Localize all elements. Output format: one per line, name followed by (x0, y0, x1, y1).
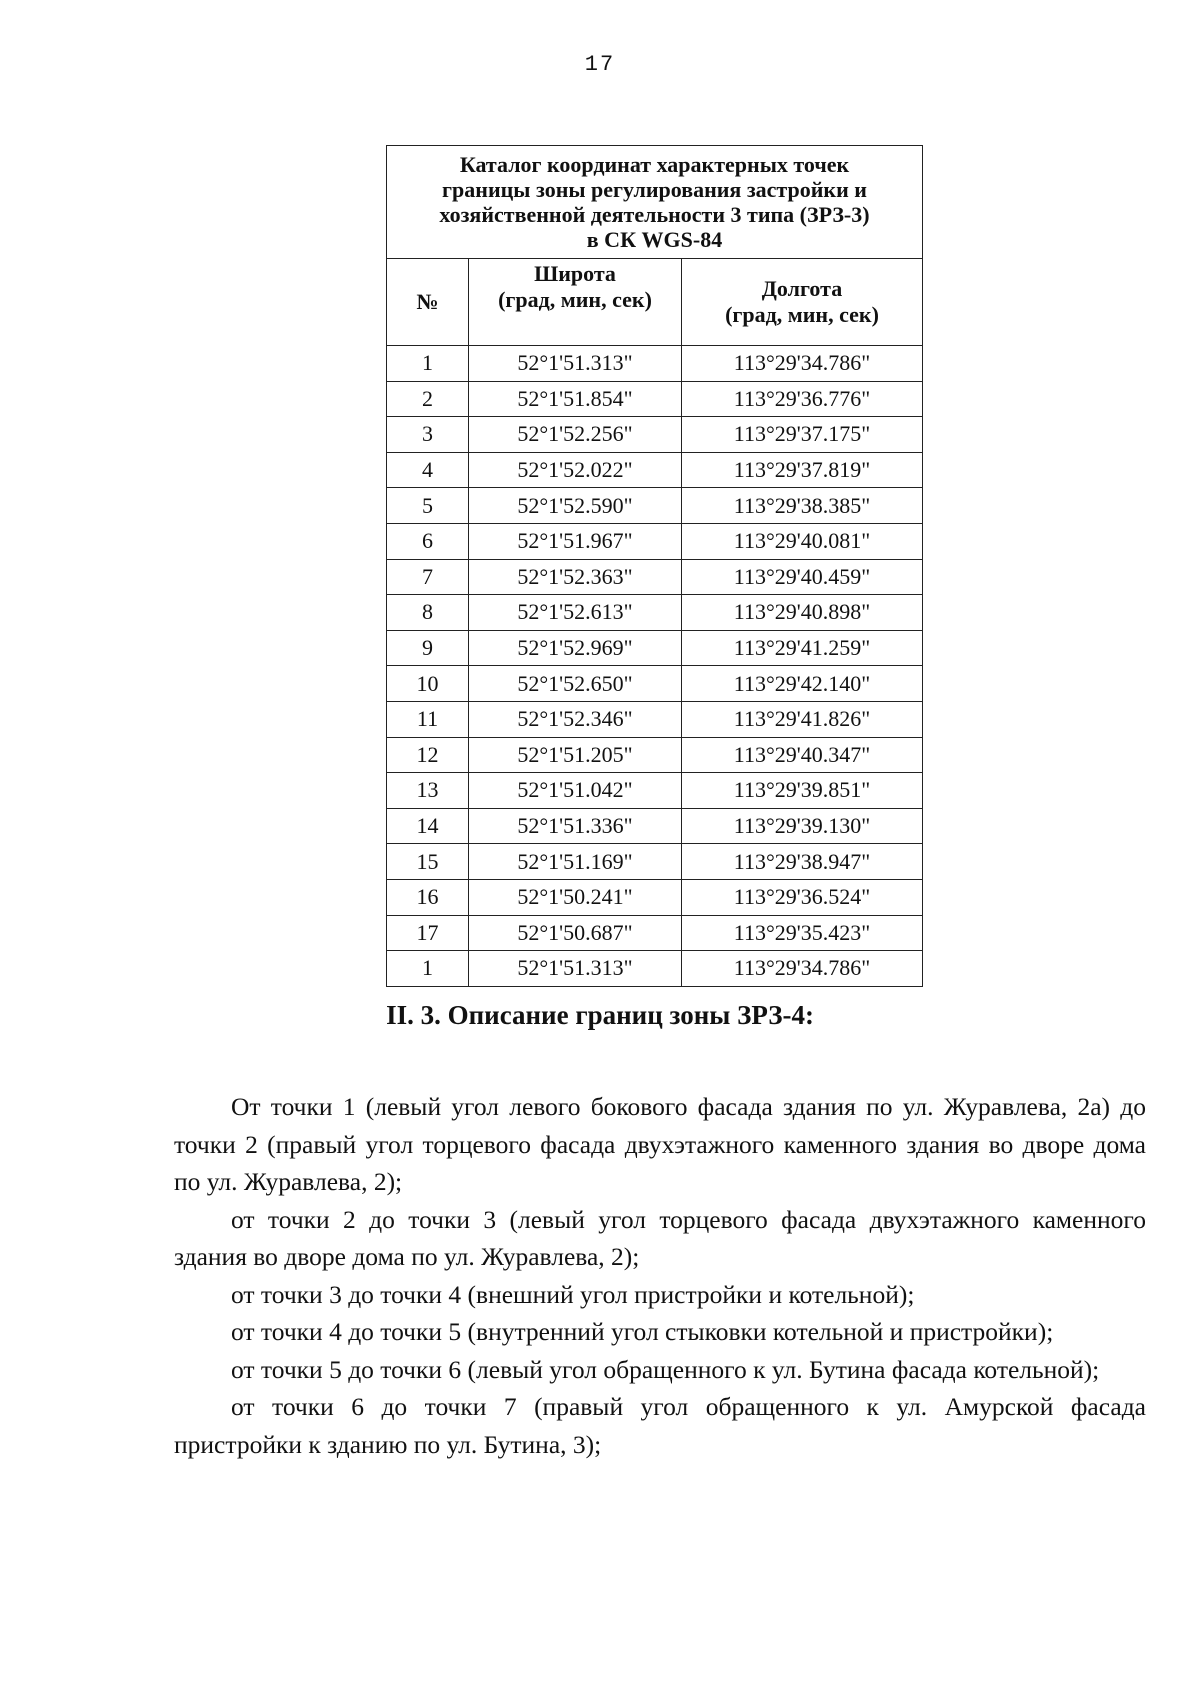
longitude-cell: 113°29'34.786" (682, 346, 923, 382)
latitude-cell: 52°1'51.205" (469, 737, 682, 773)
table-row (387, 666, 923, 702)
table-row (387, 915, 923, 951)
longitude-cell: 113°29'40.898" (682, 595, 923, 631)
point-number-cell: 6 (387, 523, 469, 559)
table-row (387, 595, 923, 631)
header-number (387, 259, 469, 346)
point-number-cell: 8 (387, 595, 469, 631)
latitude-cell: 52°1'50.687" (469, 915, 682, 951)
longitude-cell: 113°29'39.130" (682, 808, 923, 844)
header-number-label: № (416, 289, 439, 314)
latitude-cell: 52°1'52.969" (469, 630, 682, 666)
longitude-cell: 113°29'36.524" (682, 879, 923, 915)
boundary-paragraph: от точки 6 до точки 7 (правый угол обращенного к ул. Амурской фасада пристройки к зданию по ул. Бутина, 3); (174, 1392, 1146, 1459)
header-longitude (682, 259, 923, 346)
table-row (387, 346, 923, 382)
table-row (387, 951, 923, 987)
latitude-cell: 52°1'52.590" (469, 488, 682, 524)
table-caption (387, 146, 923, 259)
longitude-cell: 113°29'40.081" (682, 523, 923, 559)
boundary-paragraph: от точки 3 до точки 4 (внешний угол пристройки и котельной); (231, 1279, 915, 1309)
longitude-cell: 113°29'37.175" (682, 417, 923, 453)
point-number-cell: 7 (387, 559, 469, 595)
latitude-cell: 52°1'52.650" (469, 666, 682, 702)
latitude-cell: 52°1'52.346" (469, 701, 682, 737)
boundary-description (174, 1088, 1146, 1463)
longitude-cell: 113°29'41.826" (682, 701, 923, 737)
table-caption-line: границы зоны регулирования застройки и (442, 177, 867, 202)
table-row (387, 701, 923, 737)
point-number-cell: 10 (387, 666, 469, 702)
latitude-cell: 52°1'51.854" (469, 381, 682, 417)
table-body (387, 346, 923, 987)
point-number-cell: 3 (387, 417, 469, 453)
header-longitude-title: Долгота (761, 276, 843, 301)
latitude-cell: 52°1'51.336" (469, 808, 682, 844)
table-row (387, 488, 923, 524)
table-caption-line: Каталог координат характерных точек (459, 152, 850, 177)
table-row (387, 559, 923, 595)
latitude-cell: 52°1'51.967" (469, 523, 682, 559)
table-row (387, 808, 923, 844)
point-number-cell: 5 (387, 488, 469, 524)
point-number-cell: 1 (387, 346, 469, 382)
longitude-cell: 113°29'41.259" (682, 630, 923, 666)
longitude-cell: 113°29'42.140" (682, 666, 923, 702)
table-row (387, 737, 923, 773)
table-row (387, 523, 923, 559)
header-latitude (469, 259, 682, 346)
latitude-cell: 52°1'51.313" (469, 346, 682, 382)
latitude-cell: 52°1'51.169" (469, 844, 682, 880)
point-number-cell: 16 (387, 879, 469, 915)
table-row (387, 630, 923, 666)
longitude-cell: 113°29'37.819" (682, 452, 923, 488)
point-number-cell: 9 (387, 630, 469, 666)
latitude-cell: 52°1'50.241" (469, 879, 682, 915)
point-number-cell: 12 (387, 737, 469, 773)
longitude-cell: 113°29'36.776" (682, 381, 923, 417)
longitude-cell: 113°29'40.347" (682, 737, 923, 773)
longitude-cell: 113°29'39.851" (682, 773, 923, 809)
boundary-paragraph: от точки 4 до точки 5 (внутренний угол стыковки котельной и пристройки); (231, 1317, 1054, 1346)
header-latitude-units: (град, мин, сек) (498, 287, 652, 312)
longitude-cell: 113°29'35.423" (682, 915, 923, 951)
header-longitude-units: (град, мин, сек) (725, 302, 879, 327)
table-caption-line: хозяйственной деятельности 3 типа (ЗРЗ-3) (439, 202, 870, 227)
boundary-paragraph: От точки 1 (левый угол левого бокового фасада здания по ул. Журавлева, 2а) до точки 2 (правый угол торцевого фасада двухэтажного каменного здания во дворе дома по ул. Журавлева, 2); (174, 1092, 1146, 1196)
point-number-cell: 4 (387, 452, 469, 488)
coordinates-table (386, 145, 923, 987)
table-row (387, 844, 923, 880)
point-number-cell: 15 (387, 844, 469, 880)
latitude-cell: 52°1'52.256" (469, 417, 682, 453)
latitude-cell: 52°1'52.022" (469, 452, 682, 488)
latitude-cell: 52°1'52.613" (469, 595, 682, 631)
latitude-cell: 52°1'51.313" (469, 951, 682, 987)
point-number-cell: 13 (387, 773, 469, 809)
boundary-paragraph: от точки 2 до точки 3 (левый угол торцевого фасада двухэтажного каменного здания во дворе дома по ул. Журавлева, 2); (174, 1204, 1146, 1271)
point-number-cell: 1 (387, 951, 469, 987)
latitude-cell: 52°1'52.363" (469, 559, 682, 595)
section-title: II. 3. Описание границ зоны ЗРЗ-4: (386, 1000, 814, 1030)
table-row (387, 773, 923, 809)
point-number-cell: 11 (387, 701, 469, 737)
boundary-paragraph: от точки 5 до точки 6 (левый угол обращенного к ул. Бутина фасада котельной); (231, 1354, 1100, 1384)
table-row (387, 381, 923, 417)
table-row (387, 879, 923, 915)
point-number-cell: 14 (387, 808, 469, 844)
latitude-cell: 52°1'51.042" (469, 773, 682, 809)
table-row (387, 452, 923, 488)
table-row (387, 417, 923, 453)
page-number: 17 (584, 52, 616, 77)
longitude-cell: 113°29'34.786" (682, 951, 923, 987)
point-number-cell: 17 (387, 915, 469, 951)
longitude-cell: 113°29'40.459" (682, 559, 923, 595)
table-caption-line: в СК WGS-84 (586, 227, 723, 252)
longitude-cell: 113°29'38.385" (682, 488, 923, 524)
header-latitude-title: Широта (534, 261, 616, 286)
point-number-cell: 2 (387, 381, 469, 417)
longitude-cell: 113°29'38.947" (682, 844, 923, 880)
